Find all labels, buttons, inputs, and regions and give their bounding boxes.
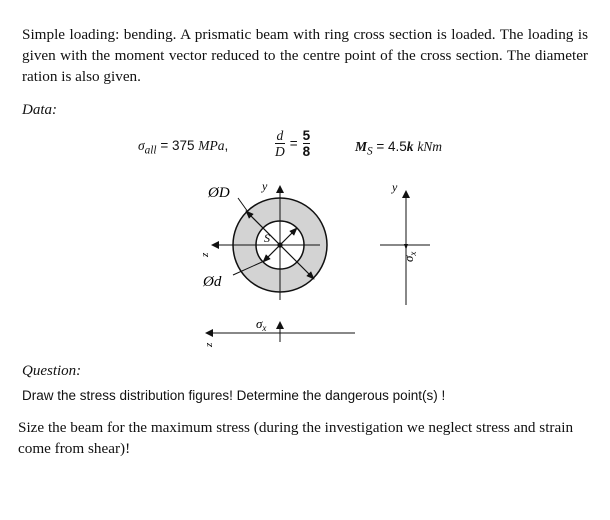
side-sigma-symbol: σ bbox=[401, 255, 416, 262]
moment-unit: kNm bbox=[417, 139, 443, 154]
ratio-denominator: D bbox=[275, 144, 285, 159]
side-sigma-label bbox=[401, 252, 418, 262]
outer-label-leader bbox=[238, 198, 248, 212]
moment-value: = 4.5 bbox=[372, 139, 407, 154]
side-y-axis-label: y bbox=[392, 180, 398, 194]
ratio-equals: = bbox=[289, 136, 298, 151]
bottom-z-axis-label: z bbox=[203, 342, 215, 347]
sigma-subscript: all bbox=[144, 144, 157, 157]
outer-diameter-label: ØD bbox=[208, 185, 230, 201]
z-axis-label: z bbox=[199, 252, 211, 257]
moment-symbol: M bbox=[355, 139, 368, 154]
ratio-value-denominator: 8 bbox=[302, 144, 311, 159]
bottom-z-arrow-icon bbox=[205, 329, 213, 337]
centroid-label: S bbox=[264, 231, 270, 245]
bottom-sigma-arrow-icon bbox=[276, 321, 284, 329]
moment-subscript: S bbox=[367, 145, 373, 158]
y-axis-arrow-icon bbox=[276, 185, 284, 193]
bottom-sigma-symbol: σ bbox=[256, 316, 263, 331]
z-axis-arrow-icon bbox=[211, 241, 219, 249]
side-sigma-subscript: x bbox=[408, 251, 418, 256]
question-text-1: Draw the stress distribution figures! Determine the dangerous point(s) ! bbox=[22, 388, 446, 403]
sigma-unit: MPa bbox=[198, 138, 225, 153]
sigma-symbol: σ bbox=[138, 138, 145, 153]
moment-k: k bbox=[406, 139, 414, 154]
side-sigma-arrow-icon bbox=[404, 244, 408, 250]
question-text-2: Size the beam for the maximum stress (during the investigation we neglect stress and strain come from shear)! bbox=[18, 419, 574, 457]
side-y-arrow-icon bbox=[402, 190, 410, 198]
y-axis-label: y bbox=[262, 179, 268, 193]
sigma-trail: , bbox=[224, 138, 229, 153]
inner-diameter-label: Ød bbox=[203, 274, 222, 290]
ratio-numerator: d bbox=[276, 128, 284, 143]
problem-statement: Simple loading: bending. A prismatic beam with ring cross section is loaded. The loading is given with the moment vector reduced to the centre point of the cross section. The diameter ration is also given. bbox=[22, 26, 588, 85]
question-heading: Question: bbox=[22, 363, 82, 379]
bottom-sigma-subscript: x bbox=[262, 323, 267, 333]
svg-text:σx bbox=[401, 252, 418, 262]
centroid-point bbox=[277, 242, 282, 247]
data-heading: Data: bbox=[22, 102, 57, 118]
bottom-sigma-label bbox=[256, 316, 266, 333]
sigma-value: = 375 bbox=[156, 138, 195, 153]
ratio-value-numerator: 5 bbox=[302, 128, 311, 143]
